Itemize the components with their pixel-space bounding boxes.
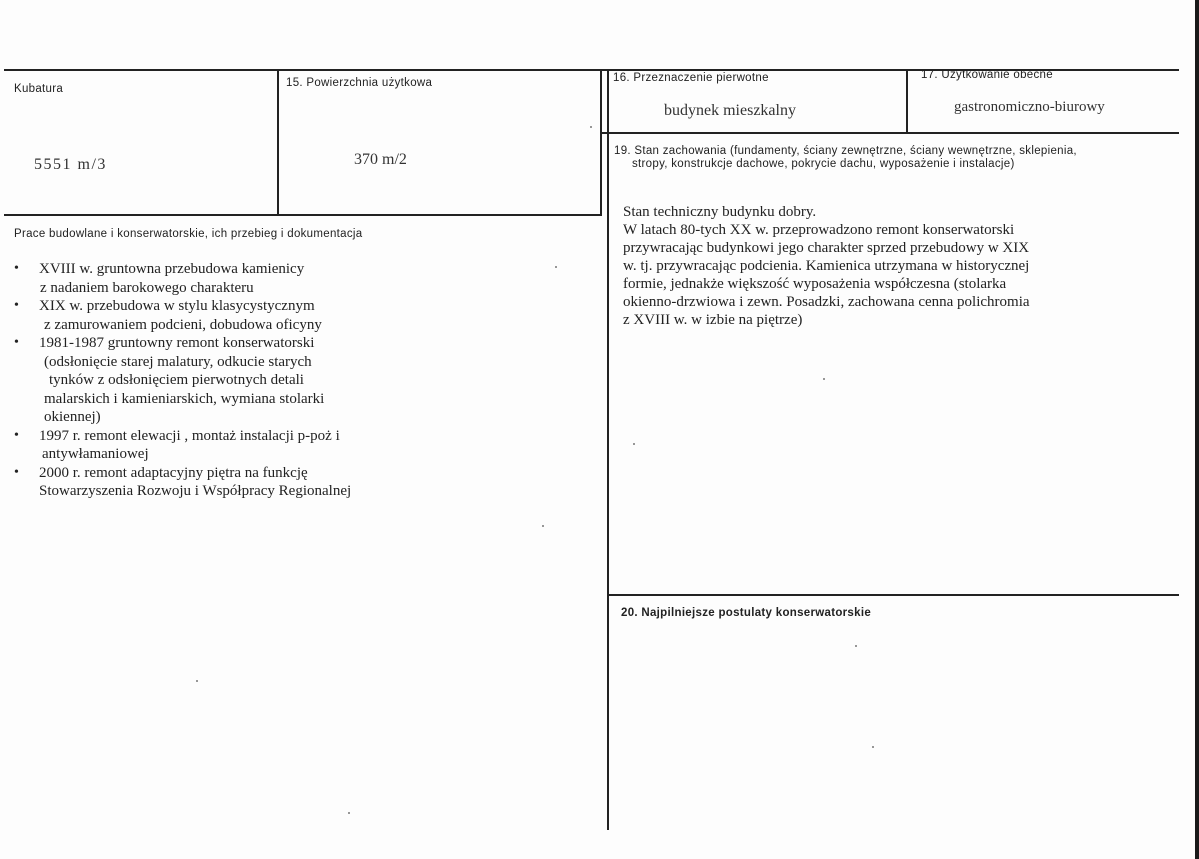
stan-label-line1: 19. Stan zachowania (fundamenty, ściany zewnętrzne, ściany wewnętrzne, sklepienia,	[614, 145, 1077, 157]
stan-text: Stan techniczny budynku dobry. W latach 80-tych XX w. przeprowadzono remont konserwatorski przywracając budynkowi jego charakter sprzed przebudowy w XIX w. tj. przywracając podcienia. Kamienica utrzymana w historycznej formie, jednakże większość wyposażenia współczesna (stolarka okienno-drzwiowa i zewn. Posadzki, zachowana cenna polichromia z XVIII w. w izbie na piętrze)	[623, 204, 1030, 328]
stan-label-line2: stropy, konstrukcje dachowe, pokrycie dachu, wyposażenie i instalacje)	[632, 158, 1015, 170]
scan-speck	[348, 812, 350, 814]
list-item: • XVIII w. gruntowna przebudowa kamienicy z nadaniem barokowego charakteru	[14, 261, 305, 296]
divider-left-right	[600, 70, 602, 215]
border-under-16-17	[602, 132, 1179, 134]
scan-speck	[823, 378, 825, 380]
border-above-20	[607, 594, 1179, 596]
przeznaczenie-label: 16. Przeznaczenie pierwotne	[613, 72, 769, 84]
list-item: • 1981-1987 gruntowny remont konserwatorski (odsłonięcie starej malatury, odkucie starych tynków z odsłonięciem pierwotnych detali malarskich i kamieniarskich, wymiana stolarki okiennej)	[14, 335, 325, 425]
scan-speck	[633, 443, 635, 445]
bullet-icon: •	[14, 427, 19, 443]
scan-speck	[855, 645, 857, 647]
bullet-icon: •	[14, 335, 19, 350]
scan-speck	[542, 525, 544, 527]
prace-list	[14, 260, 351, 501]
list-item: • 1997 r. remont elewacji , montaż instalacji p-poż i antywłamaniowej	[14, 427, 340, 462]
bullet-icon: •	[14, 464, 19, 480]
divider-16-17	[906, 70, 908, 133]
scan-edge	[1195, 0, 1199, 859]
scan-speck	[555, 266, 557, 268]
divider-kubatura-powierzchnia	[277, 70, 279, 215]
prace-label: Prace budowlane i konserwatorskie, ich przebieg i dokumentacja	[14, 228, 363, 240]
przeznaczenie-value: budynek mieszkalny	[664, 102, 796, 119]
powierzchnia-value: 370 m/2	[354, 151, 407, 168]
list-item: • XIX w. przebudowa w stylu klasycystycznym z zamurowaniem podcieni, dobudowa oficyny	[14, 298, 322, 333]
bullet-icon: •	[14, 298, 19, 313]
kubatura-value: 5551 m/3	[34, 156, 107, 173]
postulaty-label: 20. Najpilniejsze postulaty konserwatorskie	[621, 607, 872, 619]
border-under-kubatura	[4, 214, 602, 216]
list-item: • 2000 r. remont adaptacyjny piętra na funkcję Stowarzyszenia Rozwoju i Współpracy Regionalnej	[14, 464, 352, 499]
powierzchnia-label: 15. Powierzchnia użytkowa	[286, 77, 433, 89]
divider-right-column	[607, 70, 609, 830]
bullet-icon: •	[14, 261, 19, 276]
scan-speck	[590, 126, 592, 128]
kubatura-label: Kubatura	[14, 83, 64, 95]
scan-speck	[872, 746, 874, 748]
uzytkowanie-label: 17. Użytkowanie obecne	[921, 69, 1053, 81]
scan-speck	[196, 680, 198, 682]
uzytkowanie-value: gastronomiczno-biurowy	[954, 99, 1105, 115]
